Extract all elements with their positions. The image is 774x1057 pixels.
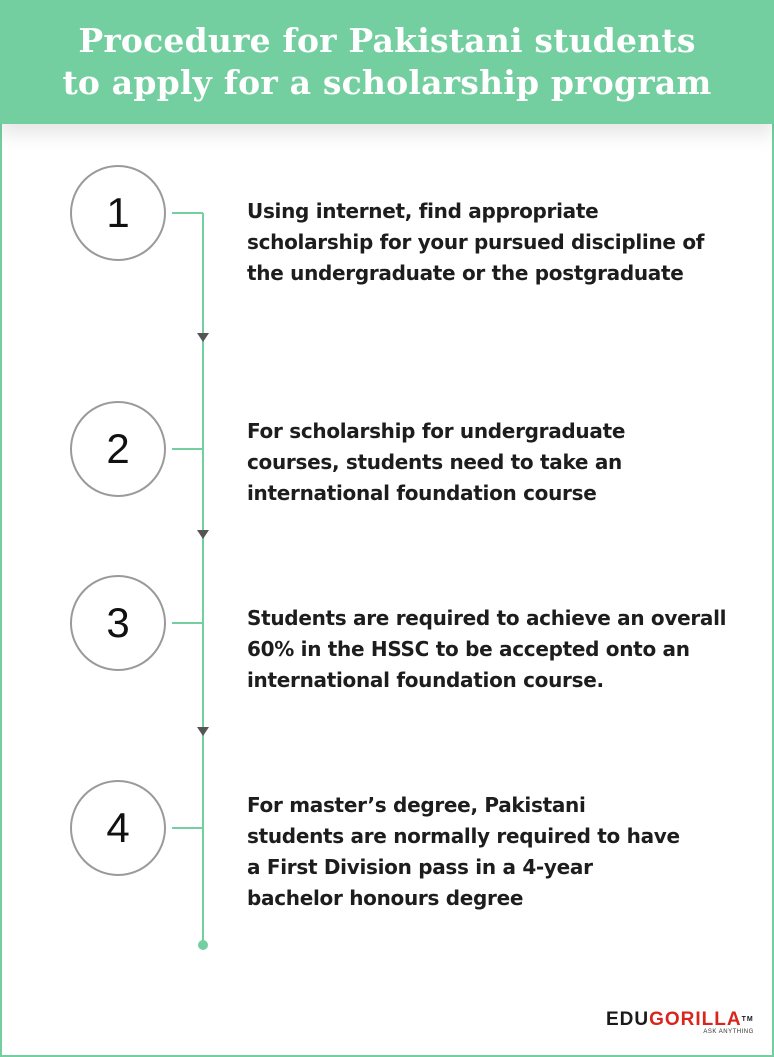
- step-text-1: Using internet, find appropriate scholarship for your pursued discipline of the undergraduate or the postgraduate: [247, 199, 705, 285]
- edugorilla-logo: [602, 1005, 752, 1041]
- logo-wordmark: EDUGORILLA™: [606, 1009, 754, 1030]
- step-number-3: 3: [70, 575, 166, 671]
- step-text-2: For scholarship for undergraduate courses, students need to take an international foundation course: [247, 419, 626, 505]
- step-number-1: 1: [70, 165, 166, 261]
- page-title-line-2: to apply for a scholarship program: [62, 63, 712, 102]
- step-number-4: 4: [70, 780, 166, 876]
- logo-tagline: ASK ANYTHING: [703, 1029, 754, 1035]
- step-text-4: For master’s degree, Pakistani students are normally required to have a First Division pass in a 4-year bachelor honours degree: [247, 793, 680, 910]
- step-number-2: 2: [70, 401, 166, 497]
- page-title-line-1: Procedure for Pakistani students: [78, 21, 696, 60]
- timeline-end-dot: [198, 940, 208, 950]
- arrow-down-icon: [197, 530, 209, 539]
- arrow-down-icon: [197, 727, 209, 736]
- arrow-down-icon: [197, 333, 209, 342]
- step-text-3: Students are required to achieve an overall 60% in the HSSC to be accepted onto an international foundation course.: [247, 606, 727, 692]
